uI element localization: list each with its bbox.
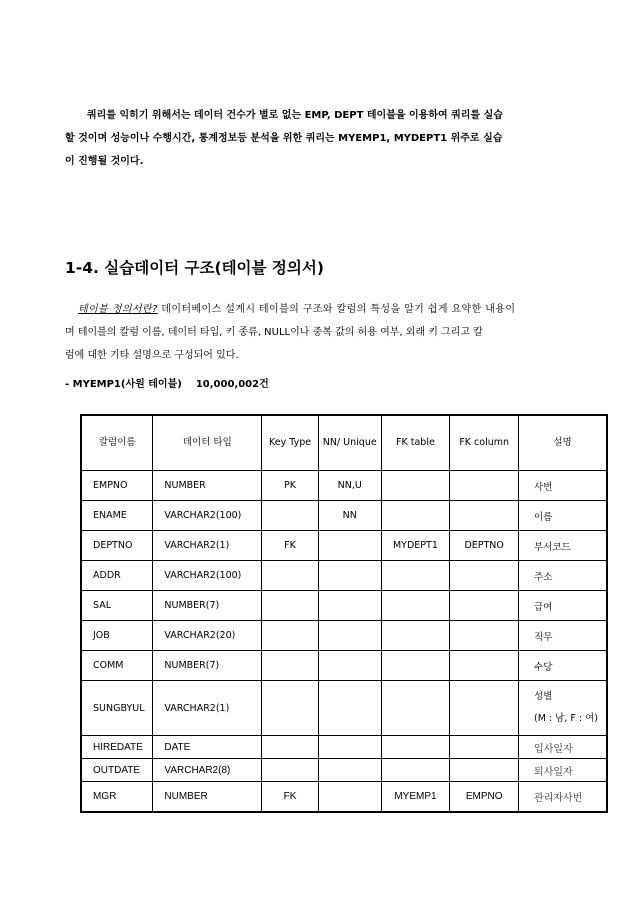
cell-desc-line-2: (M : 남, F : 여) — [534, 713, 598, 724]
cell-name: JOB — [81, 621, 153, 651]
intro-line-3: 이 진행될 것이다. — [65, 156, 144, 167]
cell-desc: 입사일자 — [519, 736, 607, 759]
table-row — [81, 471, 607, 501]
cell-name: HIREDATE — [81, 736, 153, 759]
cell-fk-table — [381, 736, 450, 759]
cell-nn: NN,U — [318, 471, 381, 501]
cell-nn — [318, 561, 381, 591]
cell-name: ENAME — [81, 501, 153, 531]
cell-desc: 퇴사일자 — [519, 759, 607, 782]
cell-nn — [318, 591, 381, 621]
cell-fk-col: EMPNO — [450, 782, 519, 813]
cell-fk-col — [450, 621, 519, 651]
table-row — [81, 651, 607, 681]
cell-desc: 수당 — [519, 651, 607, 681]
header-description: 설명 — [519, 415, 607, 471]
cell-key — [262, 651, 319, 681]
cell-desc — [519, 681, 607, 736]
cell-desc-line-1: 성별 — [534, 691, 553, 702]
cell-fk-col — [450, 681, 519, 736]
table-definition — [80, 414, 608, 813]
table-title-count: 10,000,002건 — [195, 379, 269, 390]
table-row — [81, 782, 607, 813]
cell-nn — [318, 681, 381, 736]
definition-line-3: 럼에 대한 기타 설명으로 구성되어 있다. — [65, 350, 239, 361]
cell-desc: 이름 — [519, 501, 607, 531]
cell-type: VARCHAR2(100) — [153, 501, 262, 531]
cell-type: NUMBER(7) — [153, 651, 262, 681]
table-row — [81, 736, 607, 759]
cell-name: SAL — [81, 591, 153, 621]
cell-key — [262, 736, 319, 759]
definition-paragraph — [65, 298, 572, 367]
cell-name: OUTDATE — [81, 759, 153, 782]
cell-type: VARCHAR2(100) — [153, 561, 262, 591]
cell-type: NUMBER(7) — [153, 591, 262, 621]
cell-desc: 직무 — [519, 621, 607, 651]
cell-fk-table — [381, 561, 450, 591]
cell-key — [262, 681, 319, 736]
cell-key: PK — [262, 471, 319, 501]
intro-line-2: 할 것이며 성능이나 수행시간, 통계정보등 분석을 위한 쿼리는 MYEMP1, MYDEPT1 위주로 실습 — [65, 133, 503, 144]
header-key-type-2: Type — [289, 437, 312, 448]
cell-type: VARCHAR2(8) — [153, 759, 262, 782]
header-col-name: 칼럼이름 — [81, 415, 153, 471]
cell-fk-table — [381, 681, 450, 736]
cell-nn — [318, 782, 381, 813]
header-fk-col-1: FK — [459, 437, 472, 448]
cell-type: VARCHAR2(1) — [153, 531, 262, 561]
cell-type: NUMBER — [153, 782, 262, 813]
definition-line-1 — [78, 298, 572, 321]
cell-name: EMPNO — [81, 471, 153, 501]
cell-fk-table — [381, 621, 450, 651]
cell-fk-col — [450, 736, 519, 759]
cell-type: VARCHAR2(20) — [153, 621, 262, 651]
cell-desc: 급여 — [519, 591, 607, 621]
cell-key — [262, 621, 319, 651]
cell-fk-col — [450, 561, 519, 591]
table-row — [81, 621, 607, 651]
table-row — [81, 501, 607, 531]
table-row — [81, 759, 607, 782]
cell-fk-col: DEPTNO — [450, 531, 519, 561]
cell-key: FK — [262, 531, 319, 561]
cell-nn — [318, 759, 381, 782]
cell-fk-col — [450, 471, 519, 501]
definition-term: 테이블 정의서란? — [78, 304, 158, 315]
cell-fk-table — [381, 471, 450, 501]
cell-desc: 부서코드 — [519, 531, 607, 561]
cell-key — [262, 759, 319, 782]
cell-name: COMM — [81, 651, 153, 681]
cell-name: DEPTNO — [81, 531, 153, 561]
cell-nn — [318, 531, 381, 561]
table-row — [81, 531, 607, 561]
cell-fk-table: MYDEPT1 — [381, 531, 450, 561]
cell-fk-col — [450, 591, 519, 621]
cell-name: ADDR — [81, 561, 153, 591]
header-fk-table: FK table — [381, 415, 450, 471]
table-title — [65, 375, 269, 390]
header-nn-1: NN/ — [322, 437, 341, 448]
section-heading: 1-4. 실습데이터 구조(테이블 정의서) — [65, 259, 324, 277]
cell-type: DATE — [153, 736, 262, 759]
cell-fk-table — [381, 501, 450, 531]
cell-fk-col — [450, 651, 519, 681]
header-key-type — [262, 415, 319, 471]
cell-nn — [318, 651, 381, 681]
table-row — [81, 561, 607, 591]
definition-line-1-text: 데이터베이스 설계시 테이블의 구조와 칼럼의 특성을 알기 쉽게 요약한 내용이 — [157, 304, 516, 315]
header-nn-unique — [318, 415, 381, 471]
definition-line-2: 며 테이블의 칼럼 이름, 데이터 타입, 키 종류, NULL이나 중복 값의 허용 여부, 외래 키 그리고 칼 — [65, 327, 483, 338]
cell-desc: 관리자사번 — [519, 782, 607, 813]
header-key-type-1: Key — [268, 437, 287, 448]
cell-fk-col — [450, 501, 519, 531]
table-row — [81, 591, 607, 621]
header-fk-column — [450, 415, 519, 471]
cell-fk-table — [381, 759, 450, 782]
cell-fk-table — [381, 651, 450, 681]
cell-type: VARCHAR2(1) — [153, 681, 262, 736]
table-title-name: - MYEMP1(사원 테이블) — [65, 379, 182, 390]
cell-nn: NN — [318, 501, 381, 531]
table-row — [81, 681, 607, 736]
cell-fk-table: MYEMP1 — [381, 782, 450, 813]
cell-nn — [318, 621, 381, 651]
cell-desc: 사번 — [519, 471, 607, 501]
cell-desc: 주소 — [519, 561, 607, 591]
intro-line-1: 쿼리를 익히기 위해서는 데이터 건수가 별로 없는 EMP, DEPT 테이블을 이용하여 쿼리를 실습 — [87, 110, 503, 121]
cell-key — [262, 591, 319, 621]
cell-key — [262, 561, 319, 591]
cell-fk-col — [450, 759, 519, 782]
header-nn-2: Unique — [343, 437, 377, 448]
intro-paragraph — [65, 104, 573, 173]
cell-key: FK — [262, 782, 319, 813]
cell-name: MGR — [81, 782, 153, 813]
cell-type: NUMBER — [153, 471, 262, 501]
cell-nn — [318, 736, 381, 759]
table-header-row — [81, 415, 607, 471]
header-data-type: 데이터 타입 — [153, 415, 262, 471]
cell-key — [262, 501, 319, 531]
cell-fk-table — [381, 591, 450, 621]
cell-name: SUNGBYUL — [81, 681, 153, 736]
header-fk-col-2: column — [474, 437, 510, 448]
